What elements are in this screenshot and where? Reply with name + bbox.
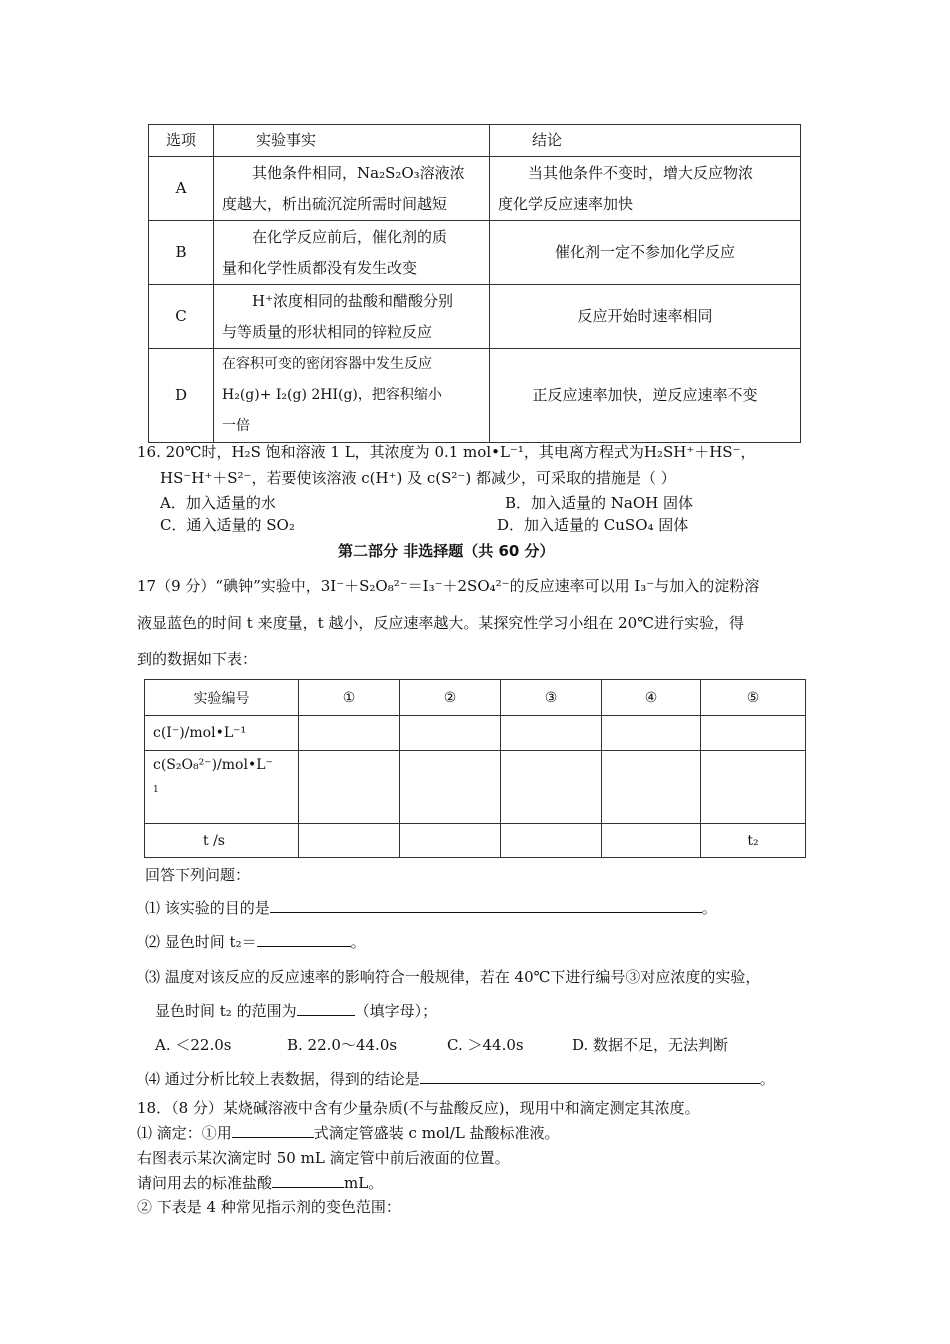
q17-sub3-line2: 显色时间 t₂ 的范围为 （填字母）；	[155, 1002, 438, 1020]
q17-line1: 17（9 分）“碘钟”实验中，3I⁻＋S₂O₈²⁻＝I₃⁻＋2SO₄²⁻的反应速率可以用 I₃⁻与加入的淀粉溶	[137, 577, 760, 595]
header-exp-1: ①	[299, 680, 400, 716]
answer-blank[interactable]	[257, 932, 351, 947]
choice-c: C. ＞44.0s	[447, 1036, 524, 1054]
q16-option-b: B．加入适量的 NaOH 固体	[505, 494, 694, 512]
row-label-wrap: 1	[153, 785, 159, 795]
q16-option-d: D．加入适量的 CuSO₄ 固体	[497, 516, 689, 534]
fact-line: 与等质量的形状相同的锌粒反应	[222, 322, 433, 341]
q18-line5: ② 下表是 4 种常见指示剂的变色范围：	[137, 1198, 401, 1216]
option-label: D	[149, 349, 214, 443]
header-fact: 实验事实	[214, 125, 490, 157]
table-row	[149, 285, 801, 349]
answer-blank[interactable]	[232, 1123, 314, 1138]
header-experiment-no: 实验编号	[145, 680, 299, 716]
q16-option-c: C．通入适量的 SO₂	[160, 516, 295, 534]
experiment-table	[144, 679, 806, 858]
fact-line: 一倍	[222, 418, 250, 434]
header-exp-5: ⑤	[701, 680, 806, 716]
fact-line: 度越大，析出硫沉淀所需时间越短	[222, 194, 448, 213]
conclusion-line: 催化剂一定不参加化学反应	[490, 221, 801, 285]
conclusion-line: 度化学反应速率加快	[498, 194, 634, 213]
choice-a: A. ＜22.0s	[155, 1036, 232, 1054]
answer-blank[interactable]	[420, 1069, 760, 1084]
q17-sub1: ⑴ 该实验的目的是 。	[145, 899, 717, 917]
fact-line: 在化学反应前后，催化剂的质	[252, 227, 448, 246]
q16-line2: HS⁻H⁺＋S²⁻，若要使该溶液 c(H⁺) 及 c(S²⁻) 都减少，可采取的措施是（ ）	[160, 469, 676, 487]
q17-line2: 液显蓝色的时间 t 来度量，t 越小，反应速率越大。某探究性学习小组在 20℃进行实验，得	[137, 614, 744, 632]
fact-line: 在容积可变的密闭容器中发生反应	[222, 356, 432, 372]
row-label-ci: c(I⁻)/mol•L⁻¹	[145, 716, 299, 751]
q16-line1: 16. 20℃时，H₂S 饱和溶液 1 L，其浓度为 0.1 mol•L⁻¹，其电离方程式为H₂SH⁺＋HS⁻，	[137, 443, 756, 461]
table-row	[145, 716, 806, 751]
q17-sub4: ⑷ 通过分析比较上表数据，得到的结论是 。	[145, 1070, 775, 1088]
q17-sub2: ⑵ 显色时间 t₂＝ 。	[145, 933, 366, 951]
cell-t2: t₂	[701, 824, 806, 858]
option-label: B	[149, 221, 214, 285]
fact-line: H⁺浓度相同的盐酸和醋酸分别	[252, 291, 453, 310]
header-conclusion: 结论	[490, 125, 801, 157]
table-row	[145, 824, 806, 858]
q18-line2: ⑴ 滴定：①用 式滴定管盛装 c mol/L 盐酸标准液。	[137, 1124, 560, 1142]
answer-blank[interactable]	[272, 1173, 344, 1188]
q18-line3: 右图表示某次滴定时 50 mL 滴定管中前后液面的位置。	[137, 1149, 510, 1167]
header-exp-4: ④	[602, 680, 701, 716]
q18-line1: 18．（8 分）某烧碱溶液中含有少量杂质(不与盐酸反应)，现用中和滴定测定其浓度。	[137, 1099, 700, 1117]
table-row	[149, 349, 801, 443]
fact-line: 量和化学性质都没有发生改变	[222, 258, 418, 277]
table-row	[149, 157, 801, 221]
fact-line: H₂(g)+ I₂(g) 2HI(g)，把容积缩小	[222, 387, 442, 403]
header-option: 选项	[149, 125, 214, 157]
q18-line4: 请问用去的标准盐酸 mL。	[137, 1174, 384, 1192]
fact-line: 其他条件相同，Na₂S₂O₃溶液浓	[252, 163, 465, 182]
choice-d: D. 数据不足，无法判断	[572, 1036, 729, 1054]
header-exp-2: ②	[400, 680, 501, 716]
row-label-cs2o8: c(S₂O₈²⁻)/mol•L⁻	[153, 757, 273, 773]
row-label-t: t /s	[145, 824, 299, 858]
conclusion-line: 当其他条件不变时，增大反应物浓	[528, 163, 754, 182]
options-table	[148, 124, 801, 443]
answer-intro: 回答下列问题：	[145, 866, 251, 884]
q16-option-a: A．加入适量的水	[160, 494, 276, 512]
option-label: A	[149, 157, 214, 221]
table-row	[145, 751, 806, 824]
q17-sub3-line1: ⑶ 温度对该反应的反应速率的影响符合一般规律，若在 40℃下进行编号③对应浓度的实验，	[145, 968, 761, 986]
answer-blank[interactable]	[270, 898, 702, 913]
header-exp-3: ③	[501, 680, 602, 716]
choice-b: B. 22.0～44.0s	[287, 1036, 398, 1054]
option-label: C	[149, 285, 214, 349]
conclusion-line: 正反应速率加快，逆反应速率不变	[490, 349, 801, 443]
table-row	[149, 221, 801, 285]
conclusion-line: 反应开始时速率相同	[490, 285, 801, 349]
q17-line3: 到的数据如下表：	[137, 650, 258, 668]
section-title: 第二部分 非选择题（共 60 分）	[338, 542, 555, 560]
answer-blank[interactable]	[297, 1001, 355, 1016]
